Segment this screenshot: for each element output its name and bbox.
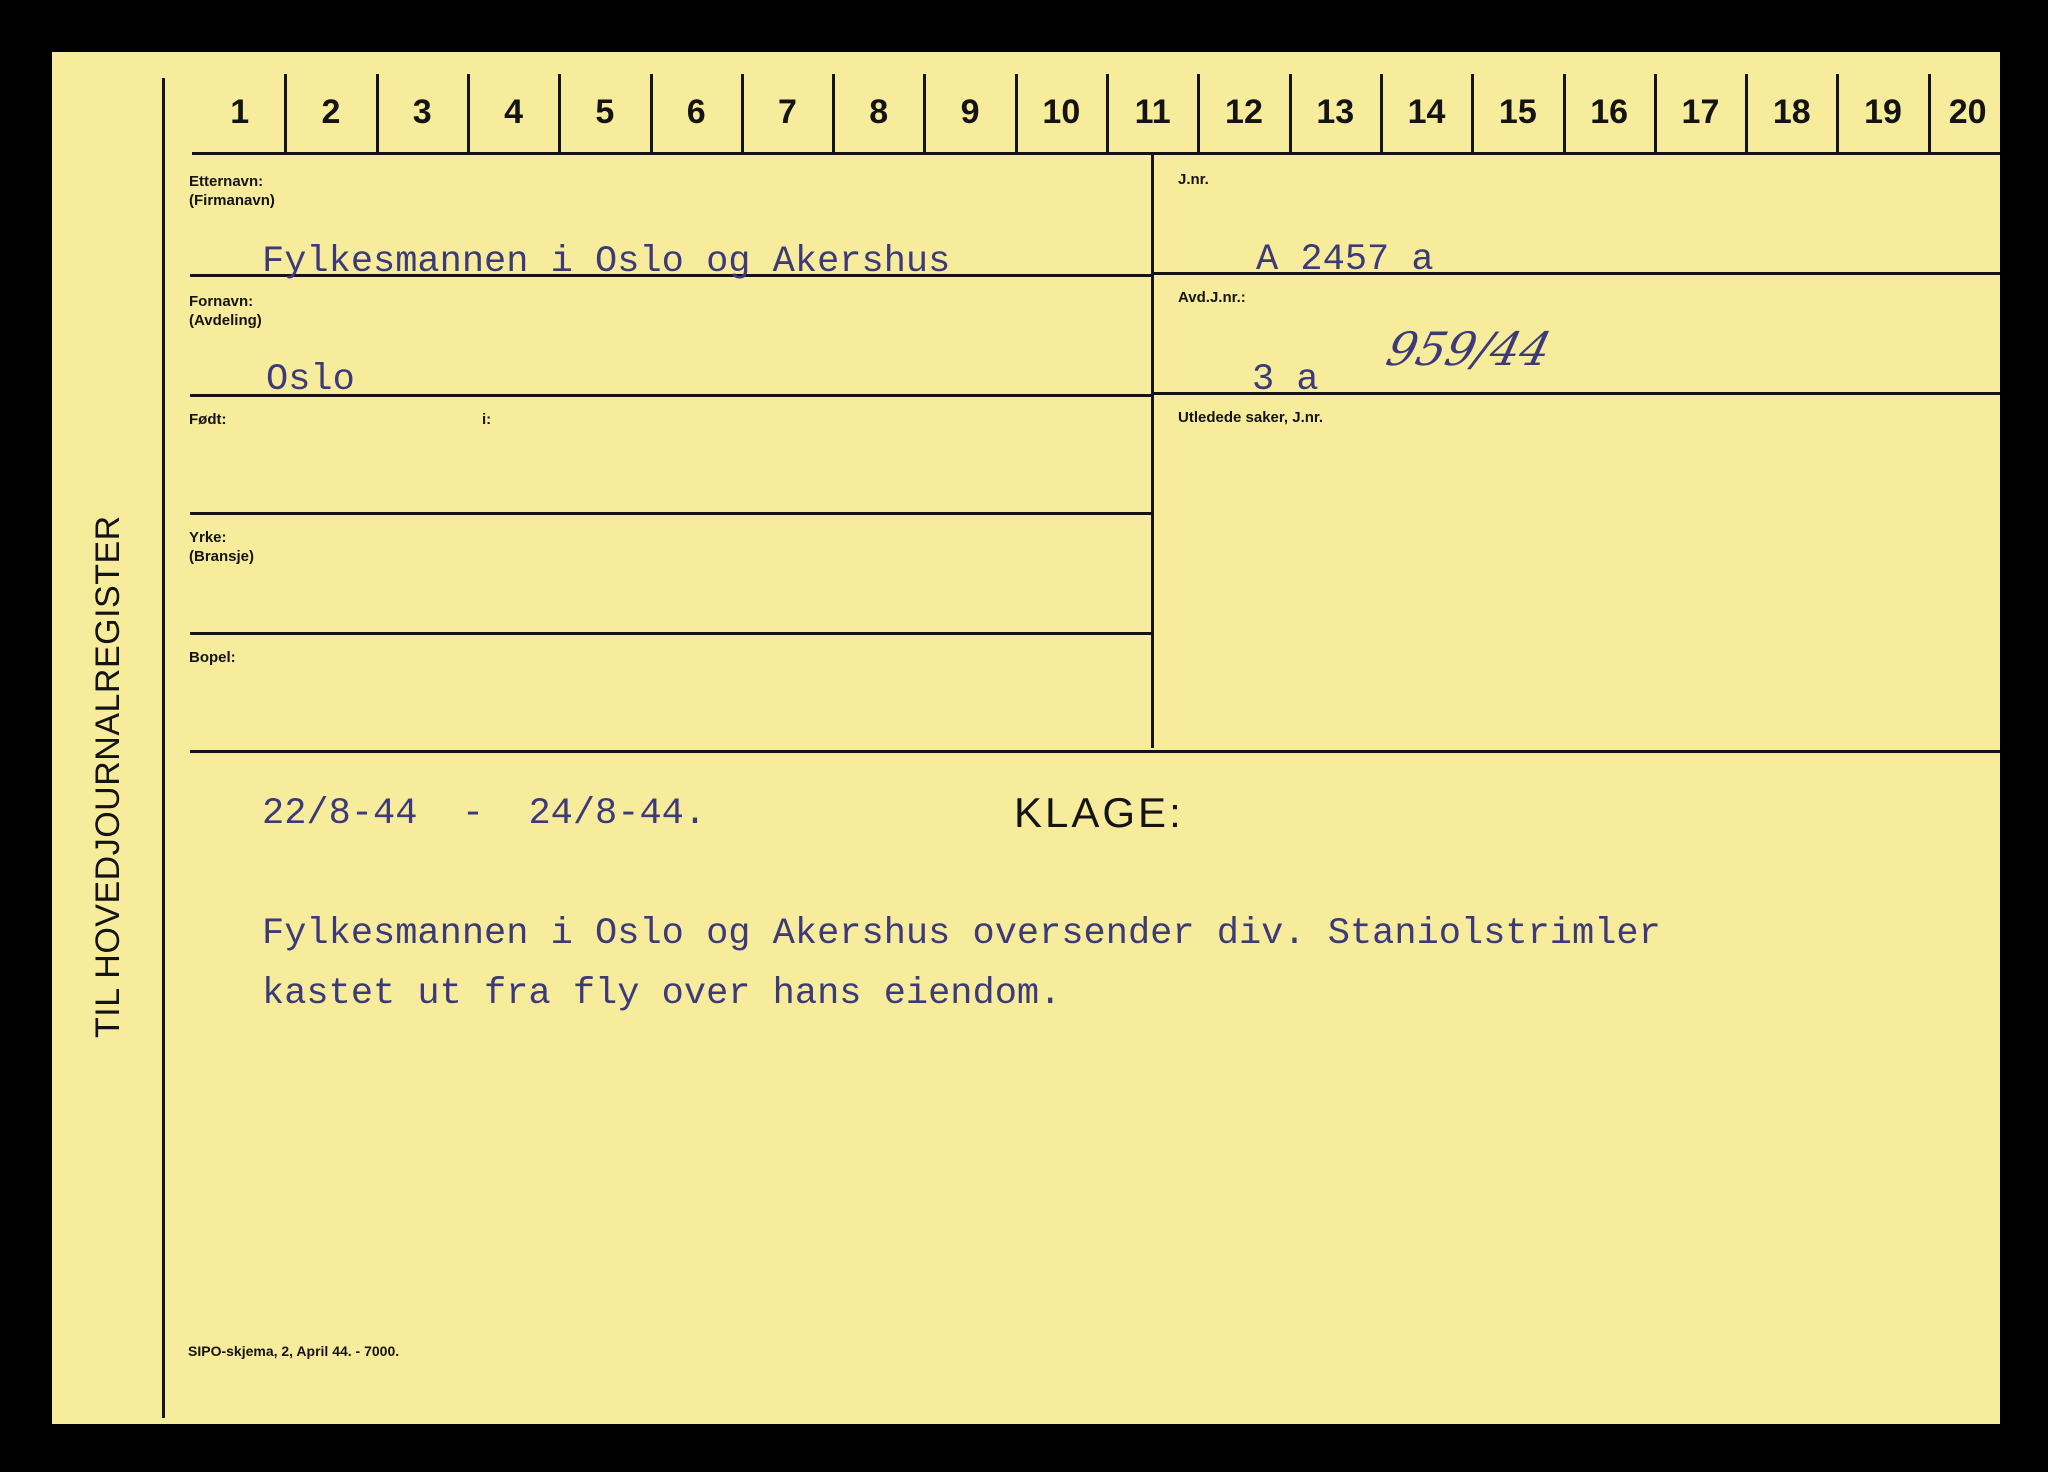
entry-line-2: kastet ut fra fly over hans eiendom. bbox=[262, 973, 1062, 1015]
section-divider bbox=[1151, 154, 1154, 748]
column-number: 13 bbox=[1316, 93, 1355, 131]
fornavn-label: Fornavn: bbox=[189, 293, 254, 310]
fodt-label: Født: bbox=[189, 411, 227, 428]
column-number: 2 bbox=[321, 93, 341, 131]
i-label: i: bbox=[482, 411, 492, 428]
section-bottom-rule bbox=[190, 750, 2000, 753]
avdeling-label: (Avdeling) bbox=[189, 312, 262, 329]
jnr-value: A 2457 a bbox=[1256, 239, 1434, 281]
column-number: 10 bbox=[1042, 93, 1081, 131]
utledede-label: Utledede saker, J.nr. bbox=[1178, 409, 1324, 426]
avd-jnr-handwritten: 959/44 bbox=[1381, 322, 1557, 376]
column-number: 9 bbox=[960, 93, 980, 131]
avd-jnr-value: 3 a bbox=[1252, 359, 1319, 401]
column-number: 15 bbox=[1498, 93, 1537, 131]
column-number: 7 bbox=[777, 93, 797, 131]
left-margin-rule bbox=[162, 78, 165, 1418]
avd-jnr-label: Avd.J.nr.: bbox=[1178, 289, 1246, 306]
register-card bbox=[52, 52, 2000, 1424]
etternavn-label: Etternavn: bbox=[189, 173, 264, 190]
yrke-label: Yrke: bbox=[189, 529, 227, 546]
column-number: 11 bbox=[1134, 93, 1171, 131]
header-rule bbox=[192, 152, 2000, 155]
bransje-label: (Bransje) bbox=[189, 548, 255, 565]
bopel-label: Bopel: bbox=[189, 649, 236, 666]
etternavn-value: Fylkesmannen i Oslo og Akershus bbox=[262, 241, 951, 283]
entry-dates: 22/8-44 - 24/8-44. bbox=[262, 793, 707, 835]
fodt-rule bbox=[190, 512, 1152, 515]
column-number: 18 bbox=[1772, 93, 1811, 131]
entry-title: KLAGE: bbox=[1014, 789, 1184, 836]
column-number: 8 bbox=[869, 93, 889, 131]
column-number: 12 bbox=[1225, 93, 1263, 131]
column-number: 6 bbox=[686, 93, 706, 131]
column-number: 5 bbox=[595, 93, 615, 131]
fornavn-value: Oslo bbox=[266, 359, 355, 401]
column-number: 19 bbox=[1864, 93, 1902, 131]
column-number: 20 bbox=[1948, 93, 1987, 131]
form-footer: SIPO-skjema, 2, April 44. - 7000. bbox=[188, 1343, 400, 1359]
entry-line-1: Fylkesmannen i Oslo og Akershus oversender div. Staniolstrimler bbox=[262, 913, 1661, 955]
column-number: 1 bbox=[230, 93, 250, 131]
column-number: 17 bbox=[1681, 93, 1720, 131]
column-number: 14 bbox=[1407, 93, 1446, 131]
column-number: 3 bbox=[412, 93, 432, 131]
column-number: 16 bbox=[1590, 93, 1629, 131]
yrke-rule bbox=[190, 632, 1152, 635]
column-number: 4 bbox=[504, 93, 523, 131]
jnr-label: J.nr. bbox=[1178, 171, 1209, 188]
firmanavn-label: (Firmanavn) bbox=[189, 192, 275, 209]
side-title: TIL HOVEDJOURNALREGISTER bbox=[89, 515, 127, 1038]
